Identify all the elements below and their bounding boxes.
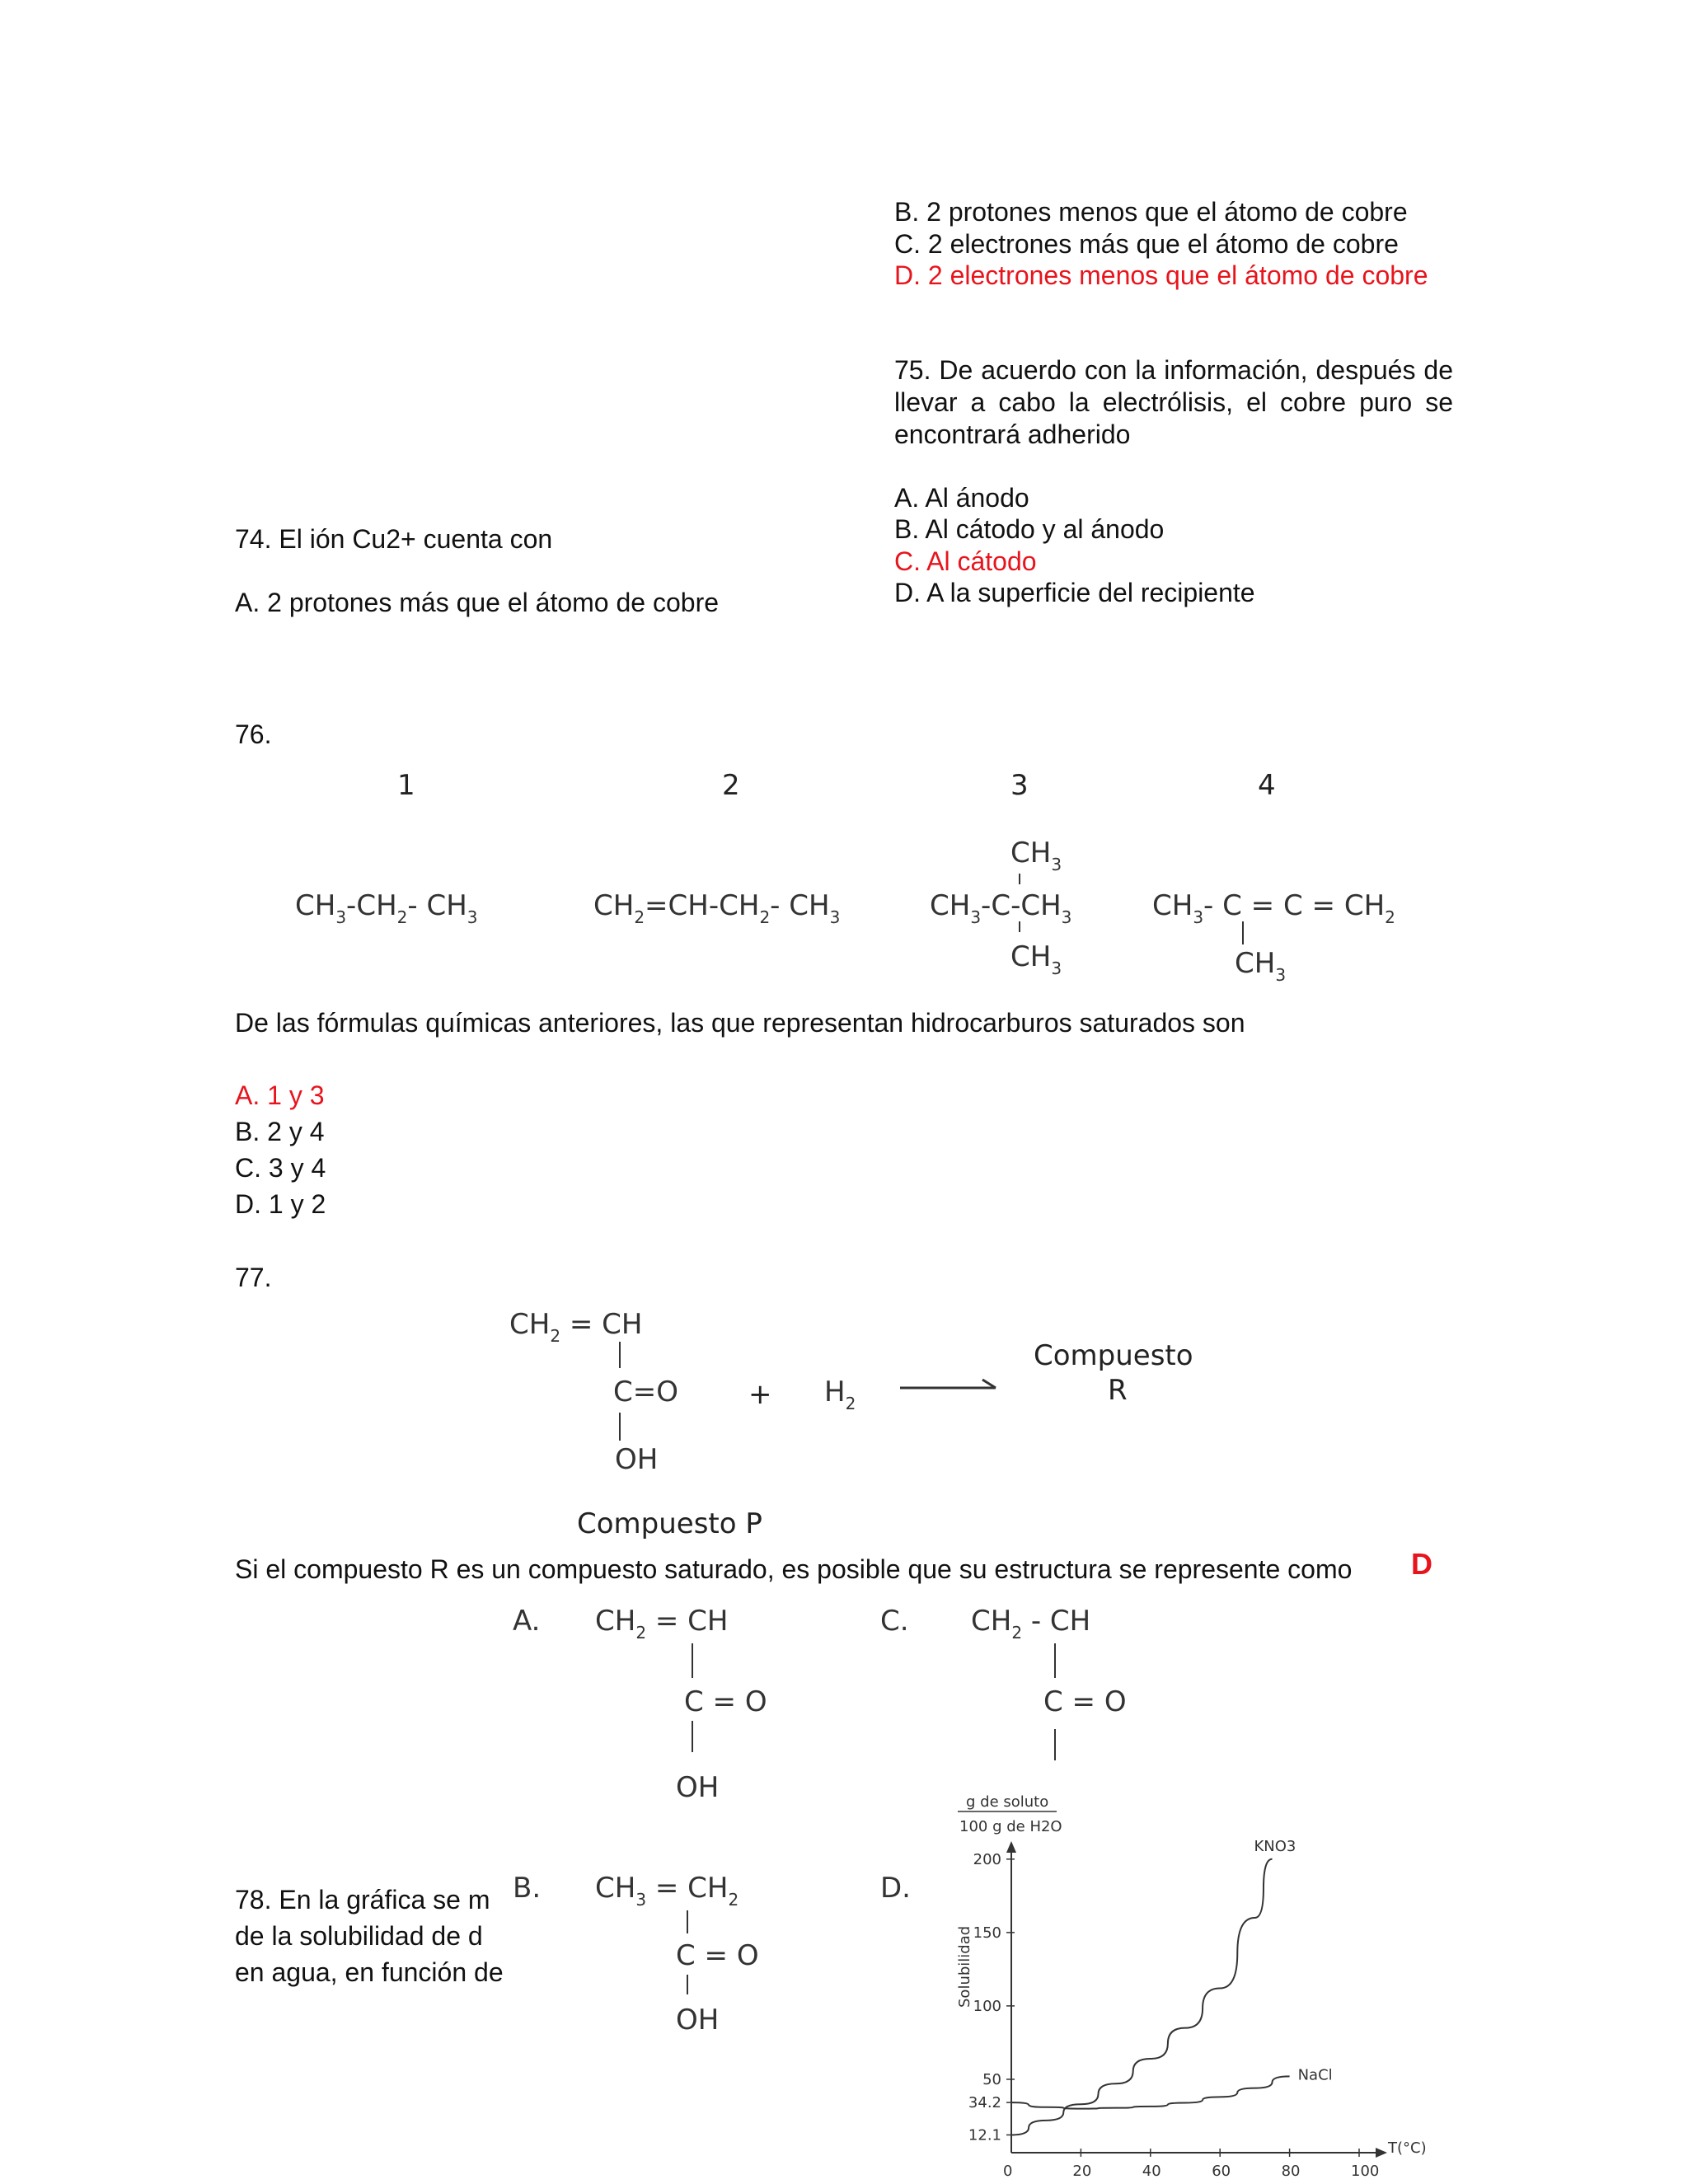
q74-stem: 74. El ión Cu2+ cuenta con — [235, 524, 553, 554]
svg-text:CH3-C-CH3: $CH_3-C-CH_3$ — [930, 889, 1072, 927]
svg-text:C = O: C = O — [684, 1685, 767, 1718]
q75-stem: 75. De acuerdo con la información, después de llevar a cabo la electrólisis, el cobre puro se encontrará adherido — [894, 355, 1453, 449]
formula-4 — [1152, 889, 1395, 985]
y-unit-denominator: 100 g de H2O — [959, 1818, 1062, 1835]
formula-1: $CH_3-CH_2-$ $CH_3$ — [295, 889, 478, 927]
formula-3 — [930, 837, 1071, 978]
solubility-chart-bg — [940, 1787, 1451, 2184]
q74-option-a: A. 2 protones más que el átomo de cobre — [235, 588, 720, 617]
svg-text:CH3: $CH_3$ — [1010, 940, 1062, 978]
x-tick-label: 80 — [1281, 2163, 1301, 2180]
svg-text:CH2 = CH: $CH_2$ = CH — [595, 1605, 729, 1643]
q76-option-c: C. 3 y 4 — [235, 1153, 326, 1183]
y-tick-label: 200 — [973, 1850, 1001, 1868]
q78-line-3: en agua, en función de — [235, 1957, 504, 1987]
q77-answer: D — [1411, 1547, 1432, 1581]
svg-text:CH2 - CH: $CH_2$ - CH — [971, 1605, 1091, 1643]
x-tick-label: 0 — [1003, 2163, 1013, 2180]
svg-text:CH3 = CH2: $CH_3 = CH_2$ — [595, 1872, 739, 1910]
q75-option-a: A. Al ánodo — [894, 483, 1029, 513]
svg-text:OH: OH — [676, 1771, 720, 1804]
y-tick-label: 12.1 — [968, 2126, 1001, 2144]
y-axis-label: Solubilidad — [956, 1925, 973, 2008]
q76-stem: De las fórmulas químicas anteriores, las que representan hidrocarburos saturados son — [235, 1008, 1245, 1038]
option-b-letter: B. — [513, 1872, 542, 1905]
x-tick-label: 60 — [1212, 2163, 1231, 2180]
svg-text:C = O: C = O — [676, 1939, 759, 1972]
q76-option-a: A. 1 y 3 — [235, 1080, 325, 1110]
series-label-kno3: KNO3 — [1254, 1837, 1296, 1855]
x-tick-label: 40 — [1142, 2163, 1161, 2180]
y-tick-label: 100 — [973, 1997, 1001, 2015]
plus-sign: + — [748, 1378, 772, 1411]
x-tick-label: 20 — [1072, 2163, 1092, 2180]
x-tick-label: 100 — [1351, 2163, 1380, 2180]
option-structures-bottom — [507, 1863, 935, 2048]
q78-line-2: de la solubilidad de d — [235, 1921, 483, 1951]
formula-label-4: 4 — [1258, 769, 1276, 802]
q75-option-c: C. Al cátodo — [894, 546, 1037, 576]
svg-text:C=O: C=O — [613, 1376, 678, 1408]
svg-text:CH2 = CH: $CH_2$ = CH — [509, 1308, 643, 1346]
y-tick-label: 150 — [973, 1924, 1001, 1942]
svg-text:CH3: $CH_3$ — [1010, 837, 1062, 874]
q76-option-d: D. 1 y 2 — [235, 1189, 326, 1219]
x-axis-label: T(°C) — [1388, 2139, 1427, 2157]
svg-text:H2: $H_2$ — [824, 1376, 856, 1413]
option-a-letter: A. — [513, 1605, 541, 1638]
q74-option-b: B. 2 protones menos que el átomo de cobre — [894, 197, 1408, 227]
formula-2: $CH_2=CH-CH_2-$ $CH_3$ — [593, 889, 841, 927]
svg-text:C = O: C = O — [1043, 1685, 1127, 1718]
option-structures-top — [507, 1592, 1166, 1786]
formula-label-2: 2 — [722, 769, 740, 802]
q76-option-b: B. 2 y 4 — [235, 1117, 325, 1146]
svg-text:OH: OH — [676, 2004, 720, 2036]
q75-option-d: D. A la superficie del recipiente — [894, 578, 1255, 607]
formula-label-1: 1 — [397, 769, 415, 802]
q74-option-d: D. 2 electrones menos que el átomo de cobre — [894, 260, 1428, 290]
compound-p-label: Compuesto P — [577, 1507, 762, 1540]
compound-r-letter: R — [1108, 1374, 1128, 1407]
svg-text:CH3- C = C = CH2: $CH_3-$ $C = C = CH_2$ — [1152, 889, 1395, 927]
y-tick-label: 34.2 — [968, 2094, 1001, 2112]
q74-option-c: C. 2 electrones más que el átomo de cobre — [894, 229, 1399, 259]
svg-text:OH: OH — [615, 1443, 659, 1476]
y-tick-label: 50 — [982, 2070, 1001, 2088]
series-label-nacl: NaCl — [1297, 2066, 1333, 2084]
q77-stem: Si el compuesto R es un compuesto saturado, es posible que su estructura se represente como — [235, 1554, 1353, 1584]
q78-line-1: 78. En la gráfica se m — [235, 1885, 490, 1915]
q75-option-b: B. Al cátodo y al ánodo — [894, 514, 1165, 544]
y-unit-numerator: g de soluto — [966, 1793, 1049, 1811]
compound-r-word: Compuesto — [1034, 1339, 1193, 1372]
option-c-letter: C. — [880, 1605, 909, 1638]
option-d-letter: D. — [880, 1872, 911, 1905]
svg-text:CH3: $CH_3$ — [1235, 947, 1287, 985]
q76-number: 76. — [235, 719, 272, 749]
formula-label-3: 3 — [1010, 769, 1029, 802]
q77-number: 77. — [235, 1263, 272, 1292]
